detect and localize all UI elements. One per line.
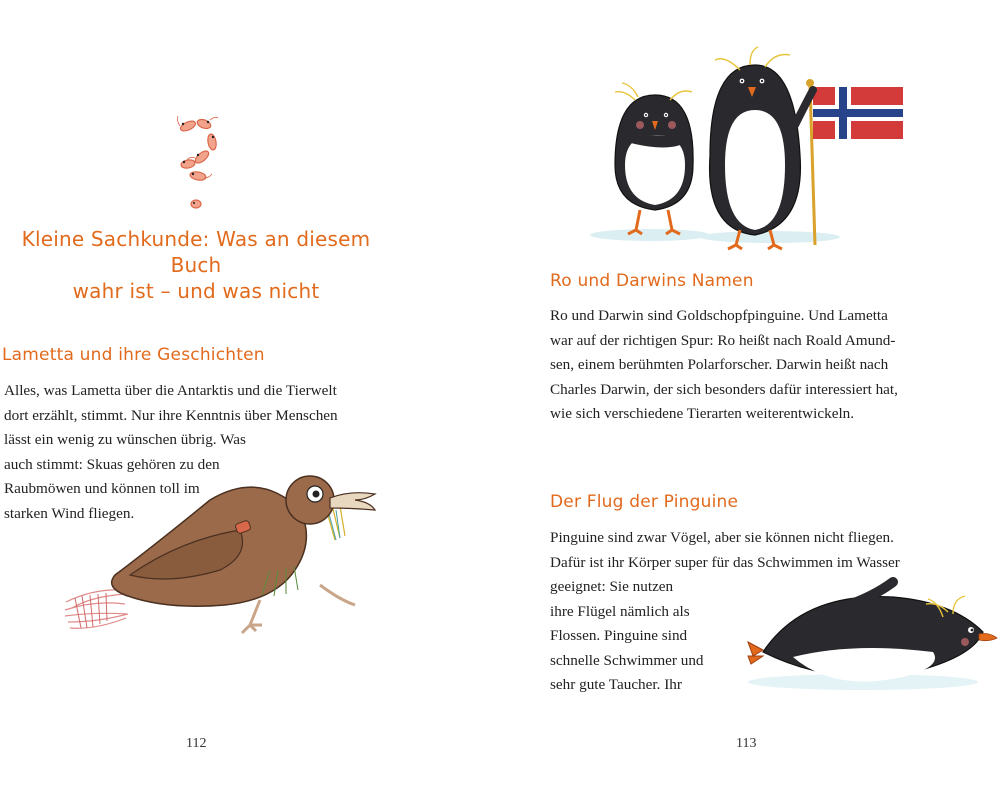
text-line: geeignet: Sie nutzen (550, 578, 674, 595)
text-line: Alles, was Lametta über die Antarktis und die Tierwelt (4, 382, 337, 399)
skua-bird-icon (60, 470, 390, 650)
text-line: Pinguine sind zwar Vögel, aber sie können nicht fliegen. (550, 529, 894, 546)
text-line: Ro und Darwin sind Goldschopfpinguine. Und Lametta (550, 307, 888, 324)
right-page (500, 0, 1000, 800)
text-line: Charles Darwin, der sich besonders dafür interessiert hat, (550, 380, 898, 398)
paragraph-names (550, 304, 898, 427)
page-number: 113 (736, 736, 757, 751)
section-heading-lametta: Lametta und ihre Geschichten (2, 345, 265, 365)
chapter-title-line: Kleine Sachkunde: Was an diesem Buch (21, 227, 371, 277)
text-line: Dafür ist ihr Körper super für das Schwimmen im Wasser (550, 553, 900, 571)
text-line: war auf der richtigen Spur: Ro heißt nach Roald Amund- (550, 331, 896, 349)
page-number: 112 (186, 736, 207, 751)
swimming-penguin-icon (743, 582, 1000, 697)
text-line: ihre Flügel nämlich als (550, 602, 690, 620)
text-line: lässt ein wenig zu wünschen übrig. Was (4, 431, 246, 448)
section-heading-flight: Der Flug der Pinguine (550, 492, 739, 512)
penguins-with-norway-flag-icon (590, 45, 920, 255)
text-line: auch stimmt: Skuas gehören zu den (4, 455, 220, 473)
shrimp-question-mark-icon (168, 112, 228, 217)
text-line: starken Wind fliegen. (4, 504, 135, 522)
text-line: Raubmöwen und können toll im (4, 480, 200, 497)
text-line: sen, einem berühmten Polarforscher. Darwin heißt nach (550, 356, 889, 373)
section-heading-names: Ro und Darwins Namen (550, 271, 754, 291)
text-line: sehr gute Taucher. Ihr (550, 676, 682, 693)
chapter-title (0, 226, 392, 304)
text-line: wie sich verschiedene Tierarten weiterentwickeln. (550, 405, 855, 422)
text-line: dort erzählt, stimmt. Nur ihre Kenntnis über Menschen (4, 406, 338, 424)
text-line: Flossen. Pinguine sind (550, 627, 688, 644)
chapter-title-line: wahr ist – und was nicht (72, 279, 320, 303)
text-line: schnelle Schwimmer und (550, 651, 704, 669)
